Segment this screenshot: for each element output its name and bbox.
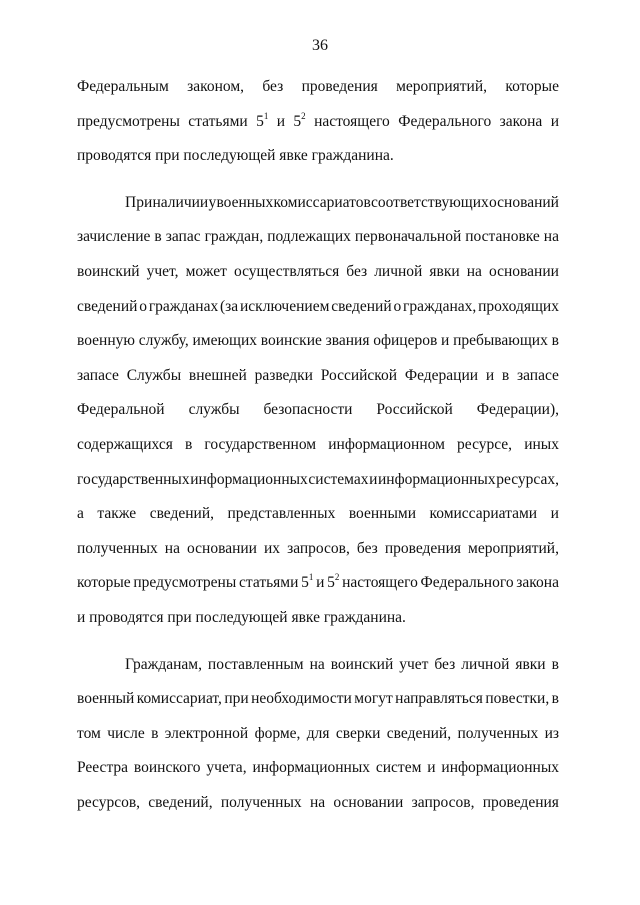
- word: запросов,: [411, 793, 475, 811]
- text-line: [77, 290, 559, 325]
- word: настоящего: [342, 574, 418, 592]
- text-line: [77, 497, 559, 532]
- word: и: [316, 574, 325, 592]
- text-line: [77, 70, 559, 105]
- word: может: [185, 262, 227, 280]
- word: зачисление: [77, 228, 151, 246]
- word: пребывающих: [453, 332, 548, 350]
- text-line: [77, 532, 559, 567]
- word: содержащихся: [77, 435, 173, 453]
- word: оснований: [489, 193, 559, 211]
- word: основании: [488, 262, 559, 280]
- word: в: [184, 435, 193, 453]
- word: Российской: [320, 366, 398, 384]
- word: при: [224, 690, 249, 708]
- word: и: [276, 112, 286, 130]
- word: настоящего: [314, 112, 390, 130]
- word: сведений,: [386, 724, 452, 742]
- word: явки: [429, 262, 460, 280]
- word: иных: [524, 435, 559, 453]
- word: граждан,: [204, 228, 264, 246]
- word: форме,: [254, 724, 301, 742]
- word: офицеров: [373, 332, 438, 350]
- word: сведений: [331, 297, 392, 315]
- text-line: [77, 566, 559, 601]
- word: явки: [515, 655, 546, 673]
- word: направляться: [395, 690, 483, 708]
- word: запасе: [516, 366, 559, 384]
- word: необходимости: [251, 690, 352, 708]
- word: Федеральной: [77, 401, 165, 419]
- word: сведений,: [149, 505, 214, 523]
- word: запас: [165, 228, 201, 246]
- word: мероприятий,: [396, 78, 487, 95]
- word: а: [77, 505, 84, 523]
- word: осуществляться: [233, 262, 340, 280]
- word: закона: [499, 112, 543, 130]
- word: имеющих: [192, 332, 258, 350]
- word: основании: [333, 793, 404, 811]
- word: воинские: [260, 332, 322, 350]
- word: в: [551, 332, 559, 350]
- word: воинский: [77, 262, 140, 280]
- word: первоначальной: [354, 228, 462, 246]
- word: Федерального: [420, 574, 514, 592]
- document-body: [77, 70, 559, 820]
- word: соответствующих: [371, 193, 489, 211]
- word: том: [77, 724, 101, 742]
- word: без: [434, 655, 456, 673]
- word: запросов,: [287, 539, 350, 557]
- word: на: [309, 655, 325, 673]
- word: учет,: [146, 262, 179, 280]
- word: запасе: [77, 366, 119, 384]
- word: Федеральным: [77, 78, 169, 95]
- text-line: [77, 139, 559, 174]
- word: без: [346, 262, 368, 280]
- word: комиссариатов: [273, 193, 371, 211]
- text-line: [77, 636, 559, 648]
- word: (за: [220, 297, 239, 315]
- word: на: [309, 793, 326, 811]
- word: и: [369, 470, 378, 488]
- word: учета,: [206, 759, 247, 777]
- word: воинский: [330, 655, 394, 673]
- word: государственном: [204, 435, 317, 453]
- word: При: [125, 193, 153, 211]
- word: проведения: [301, 78, 378, 95]
- word: системах: [308, 470, 369, 488]
- text-line: [77, 174, 559, 186]
- word: воинского: [133, 759, 201, 777]
- word: могут: [354, 690, 393, 708]
- word: на: [466, 262, 482, 280]
- word: личной: [461, 655, 510, 673]
- word: ресурсов,: [77, 793, 141, 811]
- word: полученных: [457, 724, 539, 742]
- word: полученных: [220, 793, 302, 811]
- text-line: [77, 428, 559, 463]
- word: Федерации: [404, 366, 479, 384]
- word: электронной: [164, 724, 249, 742]
- word: в: [551, 655, 559, 673]
- word: военных: [216, 193, 274, 211]
- word: звания: [325, 332, 370, 350]
- word: военный: [77, 690, 135, 708]
- word: комиссариатами: [429, 505, 538, 523]
- word: исключением: [240, 297, 330, 315]
- word: разведки: [254, 366, 313, 384]
- word: в: [551, 690, 559, 708]
- text-line: [77, 324, 559, 359]
- word: в: [151, 724, 159, 742]
- word: военными: [348, 505, 416, 523]
- word: законом,: [187, 78, 245, 95]
- word: предусмотрены: [133, 574, 237, 592]
- page-number: 36: [312, 37, 328, 54]
- word: из: [544, 724, 559, 742]
- word: на: [543, 228, 559, 246]
- word: подлежащих: [267, 228, 351, 246]
- word: закона: [516, 574, 559, 592]
- text-line: [77, 255, 559, 290]
- word: Реестра: [77, 759, 129, 777]
- word: информационном: [328, 435, 445, 453]
- word: службу,: [138, 332, 189, 350]
- word: $5^2$: [293, 110, 306, 130]
- word: на: [164, 539, 180, 557]
- word: без: [356, 539, 378, 557]
- word: внешней: [188, 366, 247, 384]
- word: информационных: [252, 759, 371, 777]
- word: и: [485, 366, 495, 384]
- word: безопасности: [263, 401, 353, 419]
- word: и: [427, 759, 436, 777]
- text-line: [77, 601, 559, 636]
- word: числе: [107, 724, 145, 742]
- word: ресурсе,: [457, 435, 513, 453]
- word: наличии: [152, 193, 209, 211]
- word: которые: [77, 574, 131, 592]
- word: статьями: [188, 112, 248, 130]
- text-line: [77, 786, 559, 821]
- word: информационных: [190, 470, 308, 488]
- word: ресурсах,: [496, 470, 559, 488]
- word: представленных: [227, 505, 336, 523]
- word: в: [501, 366, 510, 384]
- word: проходящих: [478, 297, 559, 315]
- word: Федерального: [398, 112, 492, 130]
- word: в: [154, 228, 162, 246]
- word: мероприятий,: [468, 539, 559, 557]
- word: сведений: [77, 297, 138, 315]
- word: для: [306, 724, 330, 742]
- word: их: [264, 539, 281, 557]
- word: гражданах,: [403, 297, 477, 315]
- word: Гражданам,: [125, 655, 202, 673]
- word: постановке: [465, 228, 540, 246]
- word: $5^2$: [327, 572, 340, 592]
- text-line: [77, 393, 559, 428]
- word: проведения: [384, 539, 462, 557]
- text-line: [77, 463, 559, 498]
- text-line-content: проводятся при последующей явке гражданина.: [77, 147, 394, 165]
- word: учет: [399, 655, 429, 673]
- word: полученных: [77, 539, 158, 557]
- text-line: [77, 648, 559, 683]
- text-line: [77, 220, 559, 255]
- word: сверки: [335, 724, 381, 742]
- text-line: [77, 359, 559, 394]
- word: о: [393, 297, 402, 315]
- text-line: [77, 751, 559, 786]
- word: Российской: [376, 401, 453, 419]
- word: информационных: [441, 759, 559, 777]
- word: и: [441, 332, 450, 350]
- word: и: [550, 505, 559, 523]
- text-line: [77, 105, 559, 140]
- word: гражданах: [148, 297, 219, 315]
- word: Службы: [126, 366, 182, 384]
- word: сведений,: [148, 793, 213, 811]
- word: государственных: [77, 470, 190, 488]
- word: статьями: [239, 574, 299, 592]
- word: Федерации),: [476, 401, 559, 419]
- word: у: [208, 193, 217, 211]
- text-line: [77, 682, 559, 717]
- word: службы: [188, 401, 240, 419]
- word: и: [550, 112, 559, 130]
- text-line-content: и проводятся при последующей явке гражданина.: [77, 608, 406, 626]
- word: военную: [77, 332, 135, 350]
- text-line: [77, 186, 559, 221]
- word: проведения: [482, 793, 559, 811]
- word: информационных: [378, 470, 496, 488]
- word: комиссариат,: [136, 690, 222, 708]
- word: личной: [374, 262, 423, 280]
- word: $5^1$: [256, 110, 269, 130]
- word: предусмотрены: [77, 112, 180, 130]
- text-line: [77, 717, 559, 752]
- word: без: [262, 78, 284, 95]
- word: поставленным: [207, 655, 304, 673]
- word: также: [97, 505, 137, 523]
- word: $5^1$: [301, 572, 314, 592]
- word: которые: [505, 78, 559, 95]
- word: систем: [375, 759, 422, 777]
- word: основании: [187, 539, 257, 557]
- word: повестки,: [485, 690, 550, 708]
- word: о: [139, 297, 147, 315]
